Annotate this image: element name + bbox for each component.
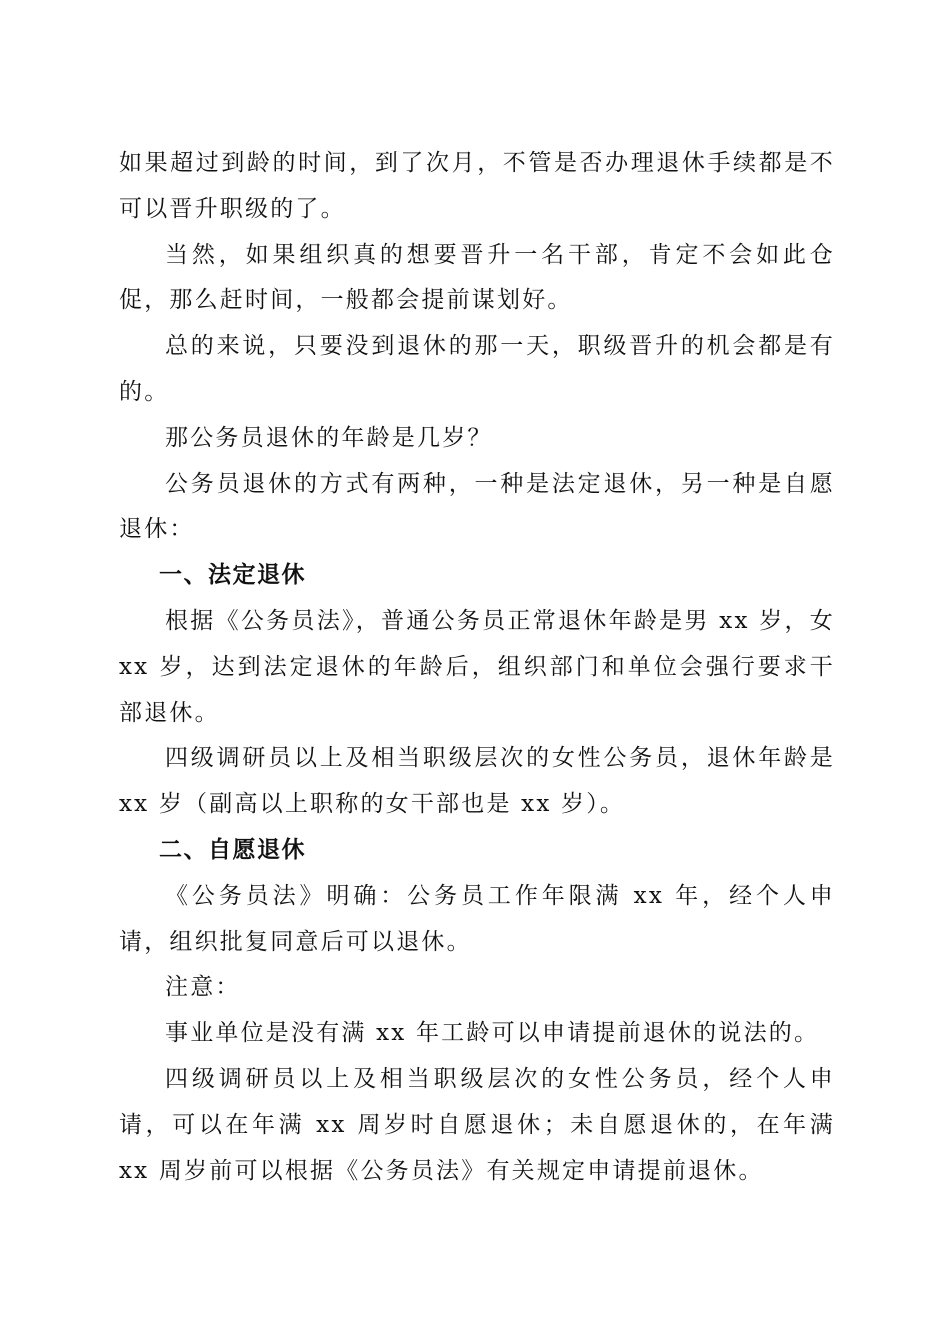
paragraph-public-institution-note: 事业单位是没有满 xx 年工龄可以申请提前退休的说法的。 [165,1020,820,1047]
paragraph-voluntary-rule: 《公务员法》明确：公务员工作年限满 xx 年，经个人申请，组织批复同意后可以退休。 [119,882,835,955]
paragraph-female-voluntary: 四级调研员以上及相当职级层次的女性公务员，经个人申请，可以在年满 xx 周岁时自愿退休；未自愿退休的，在年满 xx 周岁前可以根据《公务员法》有关规定申请提前退休。 [119,1065,835,1184]
paragraph-female-official-age: 四级调研员以上及相当职级层次的女性公务员，退休年龄是 xx 岁（副高以上职称的女干部也是 xx 岁）。 [119,745,835,818]
paragraph-retirement-methods: 公务员退休的方式有两种，一种是法定退休，另一种是自愿退休： [119,470,835,543]
paragraph-promotion-deadline: 如果超过到龄的时间，到了次月，不管是否办理退休手续都是不可以晋升职级的了。 [119,150,835,222]
paragraph-early-planning: 当然，如果组织真的想要晋升一名干部，肯定不会如此仓促，那么赶时间，一般都会提前谋划好。 [119,241,835,314]
heading-statutory-retirement: 一、法定退休 [159,562,306,589]
document-body [119,141,835,1194]
paragraph-statutory-age: 根据《公务员法》，普通公务员正常退休年龄是男 xx 岁，女 xx 岁，达到法定退休的年龄后，组织部门和单位会强行要求干部退休。 [119,607,835,726]
heading-voluntary-retirement: 二、自愿退休 [159,836,306,863]
paragraph-question: 那公务员退休的年龄是几岁？ [165,424,493,451]
paragraph-summary: 总的来说，只要没到退休的那一天，职级晋升的机会都是有的。 [119,333,835,405]
paragraph-note-label: 注意： [165,974,241,1001]
